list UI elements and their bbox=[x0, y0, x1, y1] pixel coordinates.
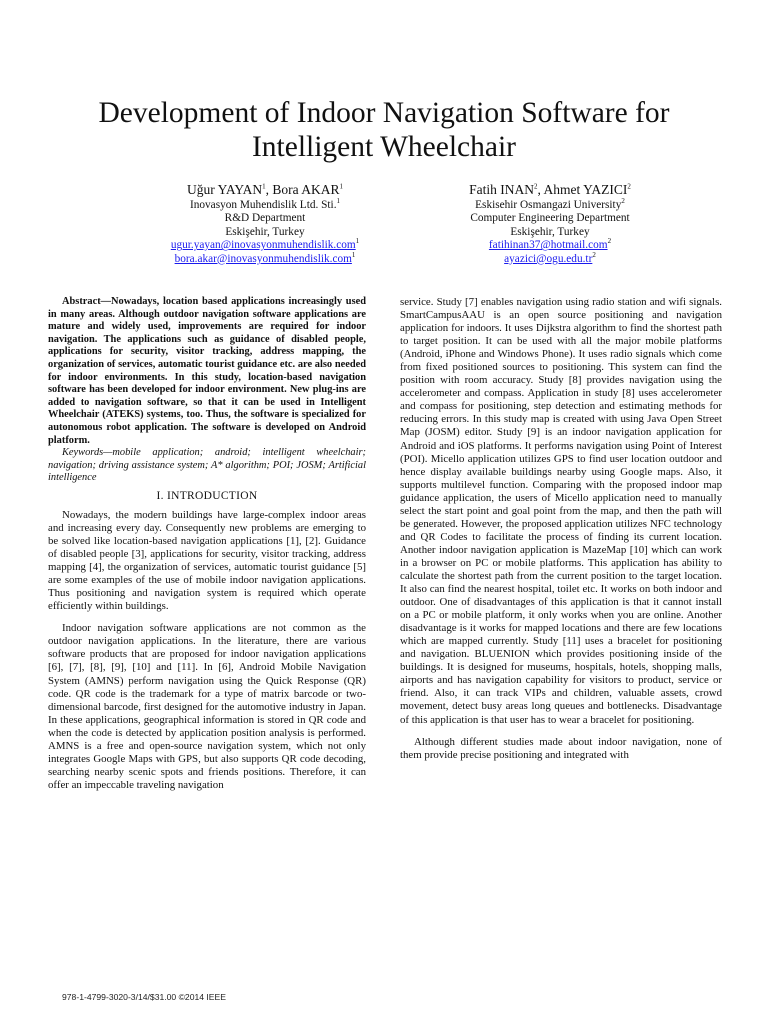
right-paragraph-1: service. Study [7] enables navigation using radio station and wifi signals. SmartCampusAAU is an open source positioning and navigation application for indoors. It uses Dijkstra algorithm to find the shortest path to target position. It can be used with all the major mobile platforms (Android, iPhone and Windows Phone). It uses radio signals which come from fixed positioned sources to positioning. This system can find the position with room accuracy. Study [8] provides navigation using the accelerometer and compass. Application in study [8] uses accelerometer and compass for positioning, step detection and estimating methods for reducing errors. In this study map is created with using Java Open Street Map (JOSM) editor. Study [9] is an indoor navigation application for Android and iOS platforms. It performs navigation using Point of Interest (POI). Micello application utilizes GPS to find user location outdoor and hence display available buildings nearby using Google maps. Also, it supports multilevel function. Comparing with the proposed indoor map guidance application, the users of Micello application need to manually select the start point and goal point from the map, and then the path will be generated. However, the proposed application utilizes NFC technology and QR Codes to facilitate the process of finding its current location. Another indoor navigation application is MazeMap [10] which can work in a browser on PC or mobile platforms. This application has ability to calculate the shortest path from the current position to the target location. It also can find the nearest hospital, toilet etc. It works on both indoor and outdoor. One of disadvantages of this application is that it cannot install on a PC or mobile platform, it only works when you are online. Another disadvantage is it works for mapped locations and there are few locations which are mapped currently. Study [11] uses a bracelet for positioning and navigation. BLUENION which provides positioning inside of the buildings. It is designed for museums, hospitals, hotels, shopping malls, airports and has navigation capability for visitors to product, service or friend. Also, it can track VIPs and children, valuable assets, crowd movement, detect busy areas long queues and bottlenecks. Disadvantage of this application is that user has to wear a bracelet for positioning. bbox=[400, 296, 722, 726]
right-column bbox=[400, 296, 722, 762]
author-names-right: Fatih INAN$^2$, Ahmet YAZICI$^2$ bbox=[469, 182, 631, 197]
author-email-link-2[interactable]: bora.akar@inovasyonmuhendislik.com$^1$ bbox=[174, 250, 356, 265]
author-email-link-1[interactable]: ugur.yayan@inovasyonmuhendislik.com$^1$ bbox=[170, 237, 360, 252]
author-block-left bbox=[120, 182, 410, 266]
abstract-text: Abstract—Nowadays, location based applications increasingly used in many areas. Although outdoor navigation software applications are mature and widely used, improvements are required for indoor navigation. The applications such as guidance of disabled people, applications for security, visitor tracking, address mapping, the organization of services, automatic tourist guidance etc. are also needed for indoor environments. In this study, location-based navigation software has been developed for indoor environment. New plug-ins are added to navigation software, so that it can be used in Intelligent Wheelchair (ATEKS) systems, too. Thus, the software is specialized for autonomous robot application. The software is developed on Android platform. bbox=[48, 296, 366, 446]
section-heading-introduction: I. INTRODUCTION bbox=[156, 489, 258, 502]
author-names-left: Uğur YAYAN$^1$, Bora AKAR$^1$ bbox=[186, 182, 343, 197]
right-paragraph-2: Although different studies made about indoor navigation, none of them provide precise positioning and integrated with bbox=[400, 735, 722, 761]
keywords-text: Keywords—mobile application; android; intelligent wheelchair; navigation; driving assistance system; A* algorithm; POI; JOSM; Artificial intelligence bbox=[48, 447, 366, 484]
author-city-right: Eskişehir, Turkey bbox=[510, 225, 590, 238]
author-block-right bbox=[420, 182, 680, 266]
paper-title bbox=[40, 96, 728, 164]
title-line-1: Development of Indoor Navigation Software for bbox=[98, 97, 670, 129]
author-city-left: Eskişehir, Turkey bbox=[225, 225, 305, 238]
title-line-2: Intelligent Wheelchair bbox=[251, 131, 517, 163]
left-column bbox=[48, 296, 366, 792]
author-dept-left: R&D Department bbox=[224, 212, 306, 225]
author-org-left: Inovasyon Muhendislik Ltd. Sti.$^1$ bbox=[189, 197, 341, 211]
intro-paragraph-1: Nowadays, the modern buildings have large-complex indoor areas and increasing every day. Consequently new problems are emerging to be solved like location-based navigation applications [1], [2]. Guidance of disabled people [3], applications for security, visitor tracking, address mapping [4], the organization of services, automatic tourist guidance [5] are some examples of the use of mobile indoor navigation applications. Thus positioning and navigation system is required which operate efficiently within buildings. bbox=[48, 508, 366, 613]
author-email-link-4[interactable]: $ayazici@ogu.edu.tr^2$ bbox=[504, 250, 596, 265]
author-email-link-3[interactable]: fatihinan37@hotmail.com$^2$ bbox=[488, 237, 612, 252]
author-dept-right: Computer Engineering Department bbox=[470, 212, 630, 225]
intro-paragraph-2: Indoor navigation software applications are not common as the outdoor navigation applications. In the literature, there are various software products that are proposed for indoor navigation applications [6], [7], [8], [9], [10] and [11]. In [6], Android Mobile Navigation System (AMNS) perform navigation using the Quick Response (QR) code. QR code is the trademark for a type of matrix barcode or two-dimensional barcode, first designed for the automotive industry in Japan. In these applications, geographical information is stored in QR code and when the code is detected by application position analysis is performed. AMNS is a free and open-source navigation system, which not only integrates Google Maps with GPS, but also supports QR code decoding, searching nearby scenic spots and friends positions. Therefore, it can offer an impeccable traveling navigation bbox=[48, 622, 366, 791]
author-org-right: Eskisehir Osmangazi University$^2$ bbox=[475, 197, 625, 211]
copyright-footer: 978-1-4799-3020-3/14/$31.00 ©2014 IEEE bbox=[62, 992, 227, 1002]
